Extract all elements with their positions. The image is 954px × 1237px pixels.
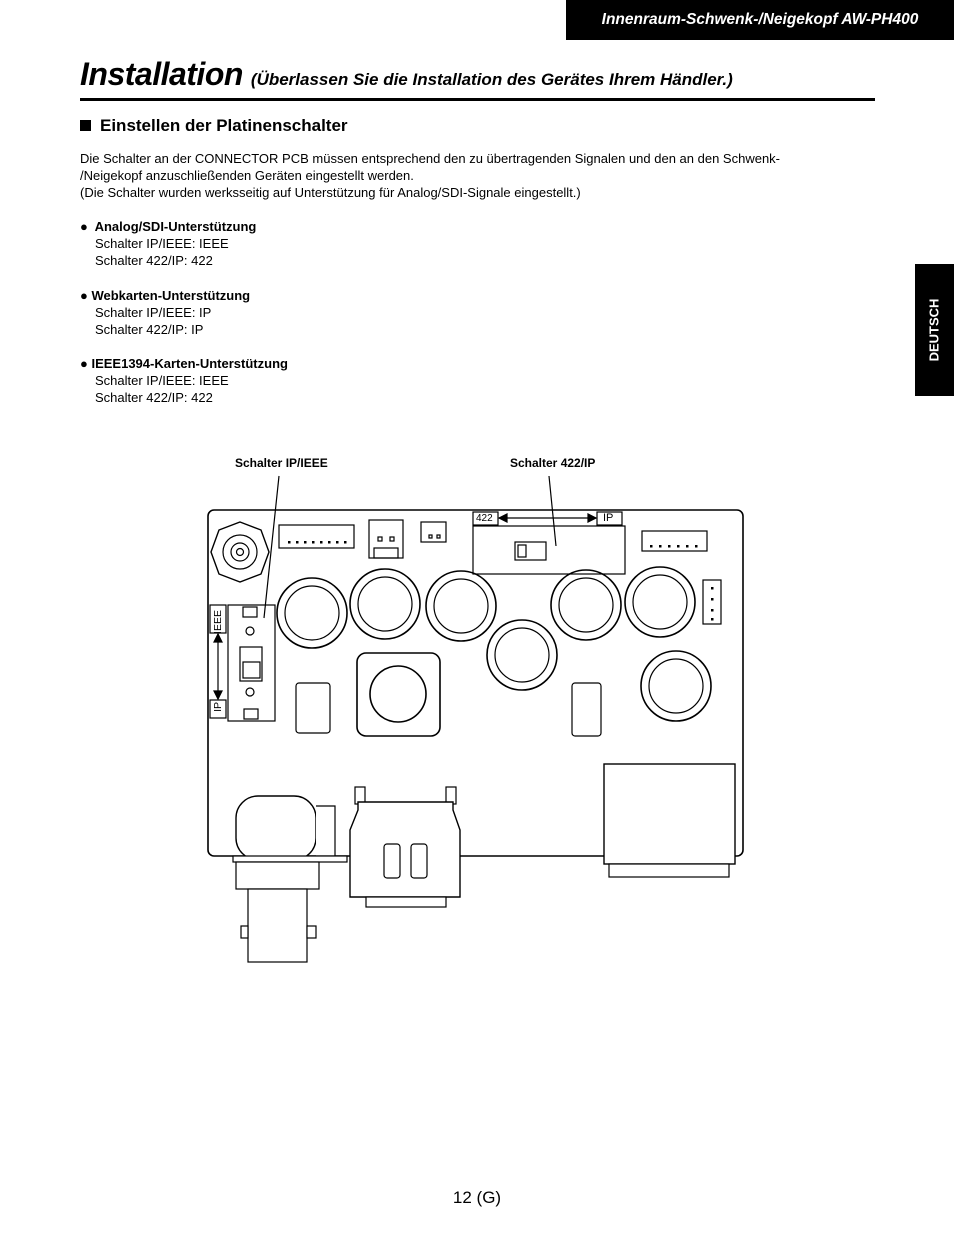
bullet-line: Schalter IP/IEEE: IEEE — [95, 373, 229, 388]
switch-ip-ieee-top-pad — [243, 607, 257, 617]
connector-small-a-tab — [374, 548, 398, 558]
bullet-line: Schalter 422/IP: IP — [95, 322, 204, 337]
switch-ip-ieee-bottom-pad — [244, 709, 258, 719]
bnc-connectors — [277, 567, 711, 721]
bnc-cable-lug — [307, 926, 316, 938]
bullet-heading: ● Webkarten-Unterstützung — [80, 288, 251, 303]
bnc-cable-body — [236, 862, 319, 889]
pin — [390, 537, 394, 541]
switch-label-422: 422 — [476, 513, 493, 524]
label-switch-ip-ieee: Schalter IP/IEEE — [235, 456, 328, 470]
dsub-connector-base — [366, 897, 446, 907]
switch-ip-ieee-knob — [243, 662, 260, 678]
connector-top-right — [642, 531, 707, 551]
intro-line: (Die Schalter wurden werksseitig auf Unterstützung für Analog/SDI-Signale eingestellt.) — [80, 185, 581, 200]
component-rect-right — [572, 683, 601, 736]
rj-connector-base — [609, 864, 729, 877]
bullet-heading: ● Analog/SDI-Unterstützung — [80, 219, 257, 234]
nut-ring — [223, 535, 257, 569]
leader-line-ip-ieee — [264, 476, 279, 618]
bullet-line: Schalter IP/IEEE: IP — [95, 305, 212, 320]
switch-422-ip-knob — [518, 545, 526, 557]
bullet-heading: ● IEEE1394-Karten-Unterstützung — [80, 356, 288, 371]
rj-connector-housing — [604, 764, 735, 864]
pin — [429, 535, 432, 538]
connector-pins — [711, 587, 714, 621]
section-heading-text: Einstellen der Platinenschalter — [100, 116, 348, 135]
connector-pins — [650, 545, 698, 548]
pin — [378, 537, 382, 541]
arrow-right-icon — [588, 514, 596, 522]
arrow-down-icon — [214, 691, 222, 699]
connector-pins — [288, 541, 347, 544]
switch-screw — [246, 627, 254, 635]
connector-top-left — [279, 525, 354, 548]
switch-label-ip-left: IP — [212, 702, 224, 712]
page-title-main: Installation — [80, 56, 243, 92]
bnc-cable-flange — [233, 856, 347, 862]
switch-screw — [246, 688, 254, 696]
switch-ip-ieee-housing — [228, 605, 275, 721]
header-model-title: Innenraum-Schwenk-/Neigekopf AW-PH400 — [566, 0, 954, 40]
intro-line: /Neigekopf anzuschließenden Geräten eingestellt werden. — [80, 168, 414, 183]
bnc-cable-head — [236, 796, 316, 860]
connector-small-b — [421, 522, 446, 542]
arrow-up-icon — [214, 634, 222, 642]
intro-line: Die Schalter an der CONNECTOR PCB müssen entsprechend den zu übertragenden Signalen und den an den Schwenk- — [80, 151, 781, 166]
arrow-left-icon — [499, 514, 507, 522]
bullet-line: Schalter 422/IP: 422 — [95, 390, 213, 405]
switch-label-ip-right: IP — [603, 512, 614, 524]
dsub-connector — [350, 802, 460, 897]
switch-422-ip-housing — [473, 526, 625, 574]
bnc-cable-collar — [316, 806, 335, 856]
bullet-line: Schalter IP/IEEE: IEEE — [95, 236, 229, 251]
language-tab-label: DEUTSCH — [926, 298, 942, 362]
component-rect-left — [296, 683, 330, 733]
bnc-cable-tail — [248, 889, 307, 962]
leader-line-422-ip — [549, 476, 556, 546]
connector-right-vertical — [703, 580, 721, 624]
power-connector-circle — [370, 666, 426, 722]
pin — [437, 535, 440, 538]
nut-inner — [231, 543, 249, 561]
bnc-cable-lug — [241, 926, 248, 938]
switch-label-ieee: IEEE — [212, 610, 224, 634]
bullet-line: Schalter 422/IP: 422 — [95, 253, 213, 268]
label-switch-422-ip: Schalter 422/IP — [510, 456, 596, 470]
page-title-subtitle: (Überlassen Sie die Installation des Gerätes Ihrem Händler.) — [250, 70, 733, 89]
nut-center — [237, 549, 244, 556]
page-number: 12 (G) — [452, 1188, 502, 1207]
hex-nut — [211, 522, 269, 582]
